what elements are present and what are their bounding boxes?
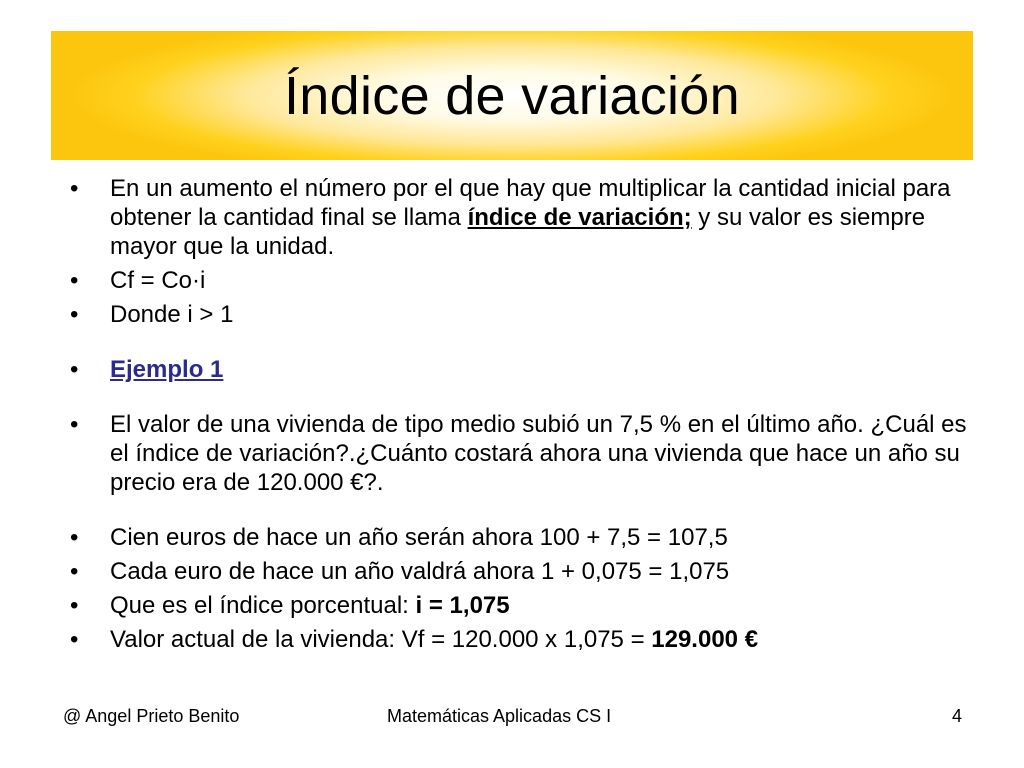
final-value: 129.000 € bbox=[651, 626, 759, 653]
bullet-item bbox=[68, 557, 968, 586]
bullet-item bbox=[68, 591, 968, 620]
bullet-item bbox=[68, 410, 968, 497]
item-text: y su valor es siempre mayor que la unidad. bbox=[110, 204, 926, 260]
example-link[interactable]: Ejemplo 1 bbox=[110, 356, 224, 383]
item-text: Valor actual de la vivienda: Vf = 120.000 x 1,075 = bbox=[110, 626, 652, 653]
key-term: índice de variación; bbox=[467, 204, 692, 231]
condition: Donde i > 1 bbox=[110, 301, 234, 328]
bullet-item bbox=[68, 174, 968, 261]
bullet-item bbox=[68, 355, 968, 384]
bullet-icon: • bbox=[70, 356, 79, 383]
bullet-icon: • bbox=[70, 524, 79, 551]
problem-statement: El valor de una vivienda de tipo medio subió un 7,5 % en el último año. ¿Cuál es el índice de variación?.¿Cuánto costará ahora una vivienda que hace un año su precio era de 120.000 €?. bbox=[110, 411, 967, 496]
slide-footer bbox=[0, 706, 1024, 730]
bullet-item bbox=[68, 266, 968, 295]
item-text: Cada euro de hace un año valdrá ahora 1 + 0,075 = 1,075 bbox=[110, 558, 730, 585]
bullet-icon: • bbox=[70, 558, 79, 585]
index-result: i = 1,075 bbox=[415, 592, 510, 619]
bullet-icon: • bbox=[70, 267, 79, 294]
bullet-icon: • bbox=[70, 592, 79, 619]
title-band bbox=[51, 31, 973, 160]
footer-author: @ Angel Prieto Benito bbox=[63, 706, 240, 726]
slide-title: Índice de variación bbox=[284, 65, 740, 126]
bullet-item bbox=[68, 625, 968, 654]
slide-content bbox=[68, 174, 968, 654]
bullet-item bbox=[68, 523, 968, 552]
bullet-icon: • bbox=[70, 175, 79, 202]
formula: Cf = Co·i bbox=[110, 267, 206, 294]
item-text: Cien euros de hace un año serán ahora 100 + 7,5 = 107,5 bbox=[110, 524, 728, 551]
bullet-icon: • bbox=[70, 626, 79, 653]
item-text: Que es el índice porcentual: bbox=[110, 592, 416, 619]
bullet-item bbox=[68, 300, 968, 329]
bullet-icon: • bbox=[70, 301, 79, 328]
page-number: 4 bbox=[952, 706, 963, 726]
footer-course: Matemáticas Aplicadas CS I bbox=[387, 706, 612, 726]
item-text: En un aumento el número por el que hay que multiplicar la cantidad inicial para obtener la cantidad final se llama bbox=[110, 175, 951, 231]
bullet-icon: • bbox=[70, 411, 79, 438]
